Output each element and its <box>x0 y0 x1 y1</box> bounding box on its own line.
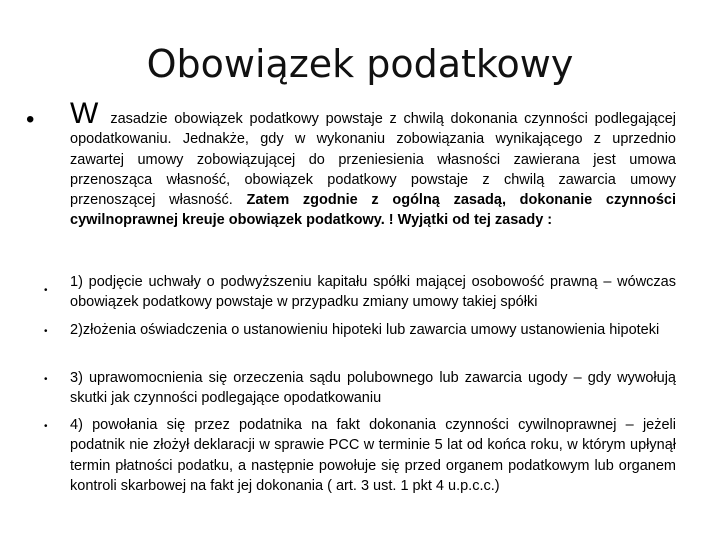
bullet-marker: • <box>44 374 48 385</box>
bullet-marker: • <box>26 106 35 133</box>
list-item: 3) uprawomocnienia się orzeczenia sądu polubownego lub zawarcia ugody – gdy wywołują skutki jak czynności podlegające opodatkowaniu <box>70 370 676 407</box>
bullet-marker: • <box>44 326 48 337</box>
bullet-marker: • <box>44 285 48 296</box>
lead-text: zasadzie obowiązek podatkowy powstaje z chwilą dokonania czynności podlegającej opodatkowaniu. Jednakże, gdy w wykonaniu zobowiązania wynikającego z uprzednio zawartej umowy zobowiązującej do przeniesienia własności zawierana jest umowa przenosząca własność, obowiązek podatkowy powstaje z chwilą zawarcia umowy przenoszącej własność. <box>70 111 676 209</box>
slide-title: Obowiązek podatkowy <box>146 42 574 86</box>
lead-paragraph <box>70 97 676 231</box>
lead-bold-text: Zatem zgodnie z ogólną zasadą, dokonanie czynności cywilnoprawnej kreuje obowiązek podatkowy. ! Wyjątki od tej zasady : <box>70 192 676 229</box>
bullet-marker: • <box>44 421 48 432</box>
list-item: 2)złożenia oświadczenia o ustanowieniu hipoteki lub zawarcia umowy ustanowienia hipoteki <box>70 322 660 338</box>
list-item: 4) powołania się przez podatnika na fakt dokonania czynności cywilnoprawnej – jeżeli podatnik nie złożył deklaracji w sprawie PCC w terminie 5 lat od końca roku, w którym upłynął termin płatności podatku, a następnie powołuje się przed organem podatkowym lub organem kontroli skarbowej na fakt jej dokonania ( art. 3 ust. 1 pkt 4 u.p.c.c.) <box>70 417 676 494</box>
list-item: 1) podjęcie uchwały o podwyższeniu kapitału spółki mającej osobowość prawną – wówczas obowiązek podatkowy powstaje w przypadku zmiany umowy takiej spółki <box>70 274 676 311</box>
lead-first-word: W <box>70 97 99 130</box>
